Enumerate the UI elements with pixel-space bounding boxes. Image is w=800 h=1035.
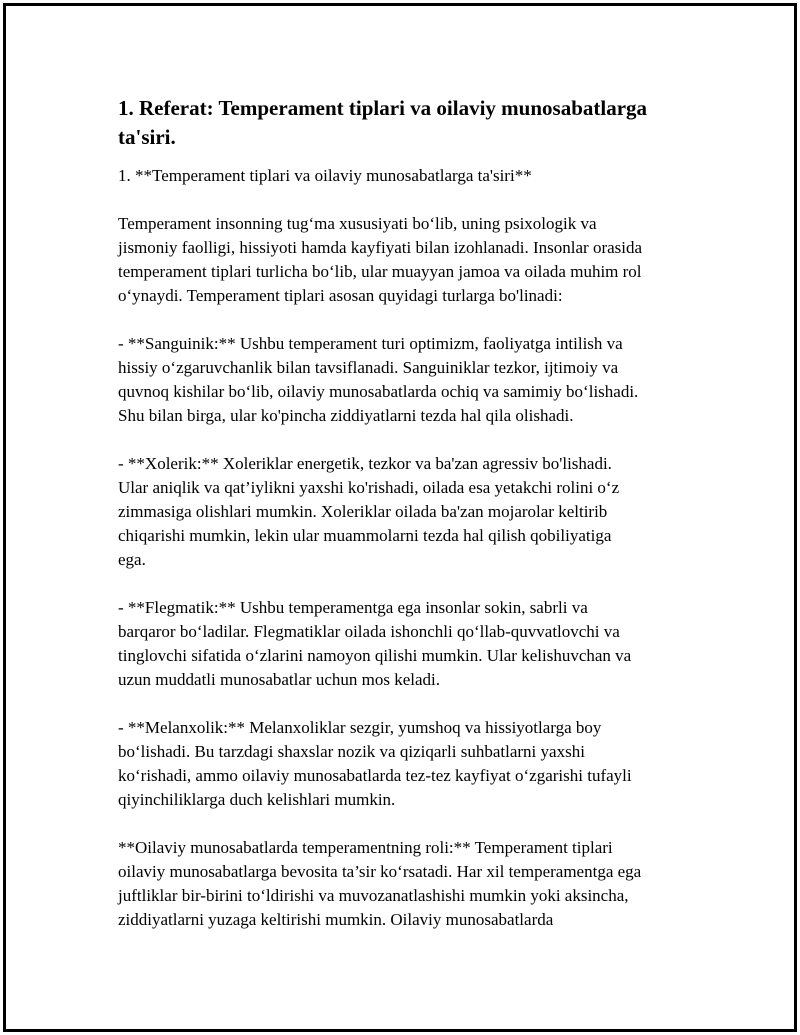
heading-line: 1. **Temperament tiplari va oilaviy munosabatlarga ta'siri**: [118, 166, 532, 185]
xolerik-paragraph: - **Xolerik:** Xoleriklar energetik, tezkor va ba'zan agressiv bo'lishadi. Ular aniqlik va qat’iylikni yaxshi ko'rishadi, oilada esa yetakchi rolini o‘z zimmasiga olishlari mumkin. Xoleriklar oilada ba'zan mojarolar keltirib chiqarishi mumkin, lekin ular muammolarni tezda hal qilish qobiliyatiga ega.: [118, 454, 620, 569]
document-title: 1. Referat: Temperament tiplari va oilaviy munosabatlarga ta'siri.: [118, 96, 648, 149]
paragraph-spacer: [118, 572, 693, 596]
role-paragraph: **Oilaviy munosabatlarda temperamentning roli:** Temperament tiplari oilaviy munosabatlarga bevosita ta’sir ko‘rsatadi. Har xil temperamentga ega juftliklar bir-birini to‘ldirishi va muvozanatlashishi mumkin yoki aksincha, ziddiyatlarni yuzaga keltirishi mumkin. Oilaviy munosabatlarda: [118, 838, 642, 929]
paragraph-spacer: [118, 188, 693, 212]
sanguinik-paragraph: - **Sanguinik:** Ushbu temperament turi optimizm, faoliyatga intilish va hissiy o‘zgaruvchanlik bilan tavsiflanadi. Sanguiniklar tezkor, ijtimoiy va quvnoq kishilar bo‘lib, oilaviy munosabatlarda ochiq va samimiy bo‘lishadi. Shu bilan birga, ular ko'pincha ziddiyatlarni tezda hal qila olishadi.: [118, 334, 639, 425]
paragraph-spacer: [118, 812, 693, 836]
paragraph-spacer: [118, 308, 693, 332]
melanxolik-paragraph: - **Melanxolik:** Melanxoliklar sezgir, yumshoq va hissiyotlarga boy bo‘lishadi. Bu tarzdagi shaxslar nozik va qiziqarli suhbatlarni yaxshi ko‘rishadi, ammo oilaviy munosabatlarda tez-tez kayfiyat o‘zgarishi tufayli qiyinchiliklarga duch kelishlari mumkin.: [118, 718, 632, 809]
paragraph-spacer: [118, 428, 693, 452]
intro-paragraph: Temperament insonning tug‘ma xususiyati bo‘lib, uning psixologik va jismoniy faolligi, hissiyoti hamda kayfiyati bilan izohlanadi. Insonlar orasida temperament tiplari turlicha bo‘lib, ular muayyan jamoa va oilada muhim rol o‘ynaydi. Temperament tiplari asosan quyidagi turlarga bo'linadi:: [118, 214, 643, 305]
flegmatik-paragraph: - **Flegmatik:** Ushbu temperamentga ega insonlar sokin, sabrli va barqaror bo‘ladilar. Flegmatiklar oilada ishonchli qo‘llab-quvvatlovchi va tinglovchi sifatida o‘zlarini namoyon qilishi mumkin. Ular kelishuvchan va uzun muddatli munosabatlar uchun mos keladi.: [118, 598, 632, 689]
document-body: [118, 94, 693, 932]
paragraph-spacer: [118, 692, 693, 716]
